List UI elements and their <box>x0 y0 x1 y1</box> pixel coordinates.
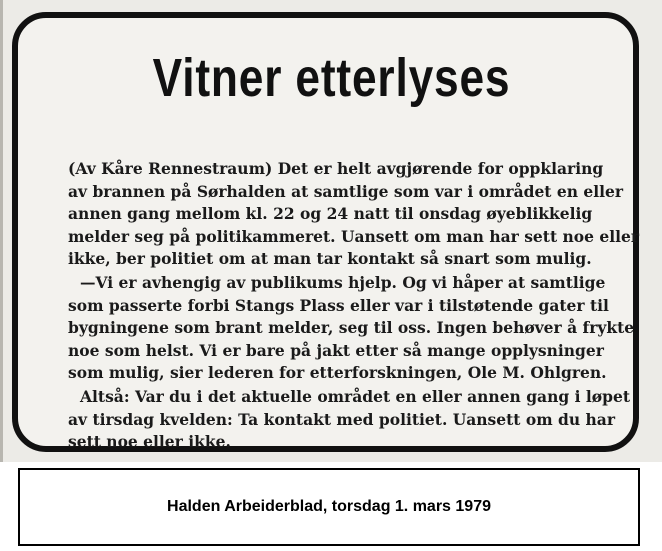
caption-box <box>18 468 640 546</box>
text-line: som passerte forbi Stangs Plass eller var i tilstøtende gater til <box>68 295 609 315</box>
article-paragraph <box>68 158 640 271</box>
text-line: (Av Kåre Rennestraum) Det er helt avgjørende for oppklaring <box>68 159 604 178</box>
text-line: ikke, ber politiet om at man tar kontakt så snart som mulig. <box>68 249 592 269</box>
text-line: Altså: Var du i det aktuelle området en eller annen gang i løpet <box>80 386 630 406</box>
article-body <box>68 158 640 455</box>
text-line: sett noe eller ikke. <box>68 432 231 452</box>
scan-edge <box>0 0 3 462</box>
text-line: melder seg på politikammeret. Uansett om man har sett noe eller <box>68 226 640 246</box>
article-frame <box>12 12 639 452</box>
text-line: bygningene som brant melder, seg til oss. Ingen behøver å frykte <box>68 318 635 338</box>
text-line: av brannen på Sørhalden at samtlige som var i området en eller <box>68 181 624 201</box>
text-line: —Vi er avhengig av publikums hjelp. Og vi håper at samtlige <box>80 272 606 292</box>
article-headline: Vitner etterlyses <box>152 48 511 108</box>
text-line: som mulig, sier lederen for etterforskningen, Ole M. Ohlgren. <box>68 363 607 383</box>
article-paragraph <box>68 272 635 385</box>
text-line: annen gang mellom kl. 22 og 24 natt til onsdag øyeblikkelig <box>68 204 593 224</box>
text-line: av tirsdag kvelden: Ta kontakt med politiet. Uansett om du har <box>68 409 615 429</box>
source-caption: Halden Arbeiderblad, torsdag 1. mars 1979 <box>167 498 491 515</box>
article-paragraph <box>68 386 628 454</box>
text-line: noe som helst. Vi er bare på jakt etter så mange opplysninger <box>68 340 604 360</box>
